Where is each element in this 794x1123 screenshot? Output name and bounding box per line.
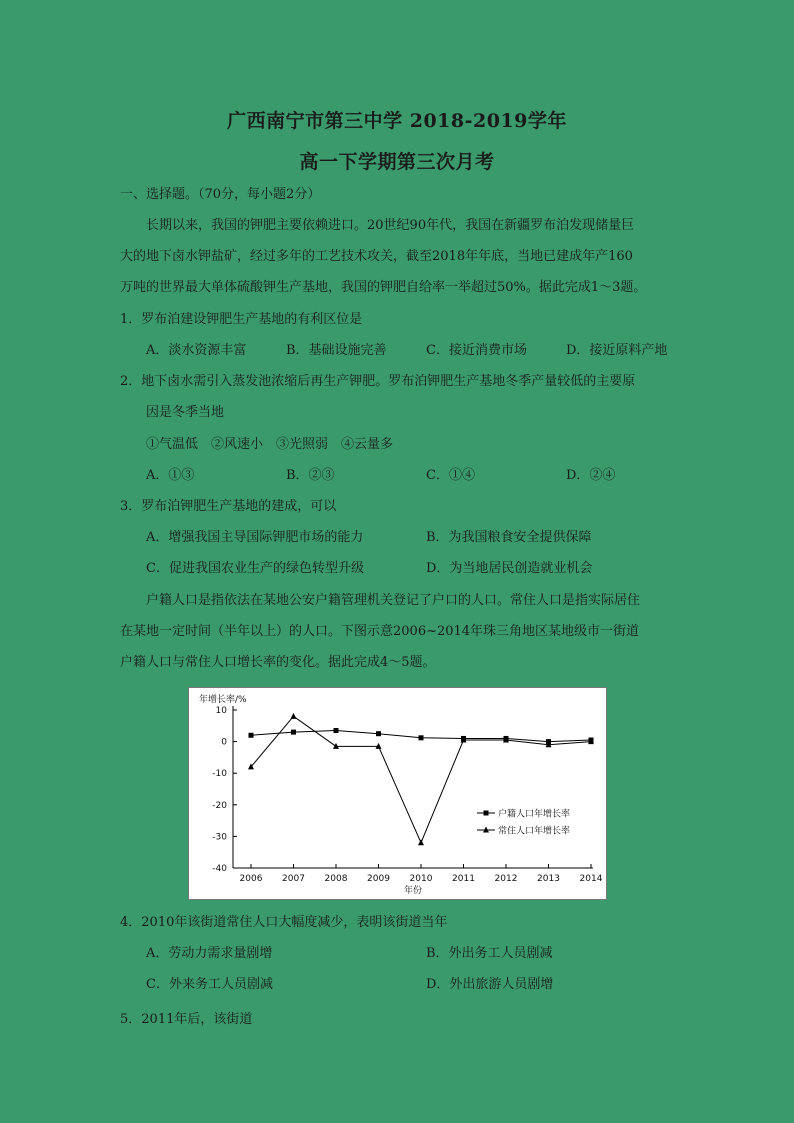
y-tick-label: -20 bbox=[212, 800, 227, 811]
question-1-option-a: A．淡水资源丰富 bbox=[146, 343, 247, 358]
data-point-square bbox=[376, 731, 381, 736]
chart-svg bbox=[189, 688, 606, 899]
question-4-stem: 4．2010年该街道常住人口大幅度减少，表明该街道当年 bbox=[120, 915, 448, 930]
data-point-square bbox=[291, 730, 296, 735]
y-tick-label: 10 bbox=[215, 706, 227, 716]
x-tick-label: 2007 bbox=[282, 874, 305, 884]
data-point-square bbox=[334, 728, 339, 733]
series-line bbox=[251, 716, 591, 842]
question-4-option-b: B．外出务工人员剧减 bbox=[426, 946, 553, 961]
question-3-option-c: C．促进我国农业生产的绿色转型升级 bbox=[146, 561, 364, 576]
passage1-line: 大的地下卤水钾盐矿，经过多年的工艺技术攻关，截至2018年年底，当地已建成年产160 bbox=[120, 249, 633, 264]
question-3-option-b: B．为我国粮食安全提供保障 bbox=[426, 530, 592, 545]
question-3-option-a: A．增强我国主导国际钾肥市场的能力 bbox=[146, 530, 364, 545]
question-2-option-d: D．②④ bbox=[566, 468, 616, 483]
x-axis-label: 年份 bbox=[403, 886, 423, 896]
question-2-option-c: C．①④ bbox=[426, 468, 475, 483]
x-tick-label: 2010 bbox=[409, 874, 433, 884]
question-5-stem: 5．2011年后，该街道 bbox=[120, 1012, 253, 1027]
question-3-option-d: D．为当地居民创造就业机会 bbox=[426, 561, 593, 576]
passage2-line: 户籍人口与常住人口增长率的变化。据此完成4～5题。 bbox=[120, 655, 436, 670]
data-point-triangle bbox=[291, 713, 297, 719]
x-tick-label: 2011 bbox=[452, 874, 475, 884]
question-1-stem: 1．罗布泊建设钾肥生产基地的有利区位是 bbox=[120, 312, 363, 327]
question-4-option-c: C．外来务工人员剧减 bbox=[146, 977, 273, 992]
y-tick-label: 0 bbox=[221, 737, 227, 748]
y-tick-label: -40 bbox=[212, 864, 227, 874]
passage2-line: 在某地一定时间（半年以上）的人口。下图示意2006~2014年珠三角地区某地级市一街道 bbox=[120, 624, 640, 639]
question-4-option-d: D．外出旅游人员剧增 bbox=[426, 977, 554, 992]
x-tick-label: 2013 bbox=[537, 874, 560, 884]
data-point-square bbox=[419, 735, 424, 740]
document-subtitle: 高一下学期第三次月考 bbox=[299, 151, 495, 173]
question-2-stem: 2．地下卤水需引入蒸发池浓缩后再生产钾肥。罗布泊钾肥生产基地冬季产量较低的主要原 bbox=[120, 374, 636, 389]
x-tick-label: 2014 bbox=[579, 874, 603, 884]
x-tick-label: 2009 bbox=[367, 874, 390, 884]
population-growth-chart bbox=[188, 687, 607, 900]
x-tick-label: 2012 bbox=[494, 874, 518, 884]
question-2-items: ①气温低 ②风速小 ③光照弱 ④云量多 bbox=[146, 437, 394, 452]
section-heading: 一、选择题。（70分，每小题2分） bbox=[120, 187, 321, 202]
y-tick-label: -30 bbox=[212, 832, 227, 843]
legend-label: 常住人口年增长率 bbox=[498, 826, 571, 837]
x-tick-label: 2008 bbox=[324, 874, 348, 884]
y-axis-label: 年增长率/% bbox=[199, 695, 247, 705]
question-2-option-a: A．①③ bbox=[146, 468, 195, 483]
data-point-triangle bbox=[418, 839, 424, 845]
question-3-stem: 3．罗布泊钾肥生产基地的建成，可以 bbox=[120, 499, 337, 514]
question-1-option-b: B．基础设施完善 bbox=[286, 343, 387, 358]
passage2-line: 户籍人口是指依法在某地公安户籍管理机关登记了户口的人口。常住人口是指实际居住 bbox=[146, 593, 641, 608]
passage1-line: 万吨的世界最大单体硫酸钾生产基地，我国的钾肥自给率一举超过50%。据此完成1～3题。 bbox=[120, 280, 647, 295]
document-title: 广西南宁市第三中学 2018-2019学年 bbox=[227, 110, 567, 132]
legend-marker-square bbox=[484, 811, 489, 816]
legend-label: 户籍人口年增长率 bbox=[498, 809, 571, 820]
question-4-option-a: A．劳动力需求量剧增 bbox=[146, 946, 273, 961]
question-2-option-b: B．②③ bbox=[286, 468, 335, 483]
x-tick-label: 2006 bbox=[239, 874, 263, 884]
question-2-stem-cont: 因是冬季当地 bbox=[146, 405, 225, 420]
question-1-option-c: C．接近消费市场 bbox=[426, 343, 527, 358]
passage1-line: 长期以来，我国的钾肥主要依赖进口。20世纪90年代，我国在新疆罗布泊发现储量巨 bbox=[146, 218, 635, 233]
y-tick-label: -10 bbox=[212, 769, 227, 780]
question-1-option-d: D．接近原料产地 bbox=[566, 343, 668, 358]
data-point-square bbox=[249, 733, 254, 738]
